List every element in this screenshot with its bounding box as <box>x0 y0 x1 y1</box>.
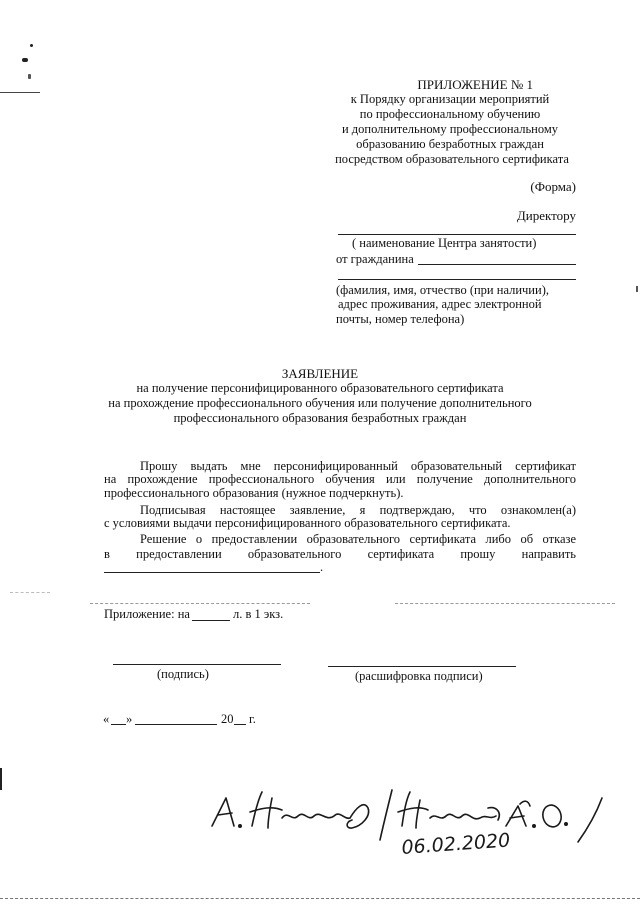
date-open-quote: « <box>103 712 110 726</box>
director-label: Директору <box>516 208 576 223</box>
body-paragraph-3-line: в предоставлении образовательного сертификата прошу направить <box>104 547 576 561</box>
address-hint: адрес проживания, адрес электронной <box>338 297 542 311</box>
center-name-hint: ( наименование Центра занятости) <box>352 236 537 250</box>
date-close-quote: » <box>126 712 133 726</box>
date-year-suffix: г. <box>249 712 256 726</box>
signature-label: (подпись) <box>157 667 209 681</box>
attachment-prefix: Приложение: на <box>104 607 190 621</box>
appendix-line: к Порядку организации мероприятий <box>350 92 550 106</box>
statement-subtitle-line: на получение персонифицированного образовательного сертификата <box>136 381 504 395</box>
appendix-line: по профессиональному обучению <box>359 107 541 121</box>
signature-decoding-label: (расшифровка подписи) <box>355 669 483 683</box>
body-paragraph-3-line: Решение о предоставлении образовательного сертификата либо об отказе <box>140 532 576 546</box>
contacts-hint: почты, номер телефона) <box>336 312 465 326</box>
body-paragraph-1-line: на прохождение профессионального обучения или получение дополнительного <box>104 472 576 486</box>
body-paragraph-1-line: профессионального образования (нужное подчеркнуть). <box>104 486 404 500</box>
appendix-line: образованию безработных граждан <box>356 137 544 151</box>
statement-subtitle-line: профессионального образования безработных граждан <box>173 411 467 425</box>
decision-delivery-end: . <box>320 560 324 574</box>
form-label: (Форма) <box>530 179 576 194</box>
date-year-prefix: 20 <box>221 712 234 726</box>
attachment-suffix: л. в 1 экз. <box>233 607 284 621</box>
scan-line <box>0 898 640 899</box>
statement-subtitle-line: на прохождение профессионального обучения или получение дополнительного <box>108 396 532 410</box>
body-paragraph-1-line: Прошу выдать мне персонифицированный образовательный сертификат <box>140 459 576 473</box>
handwritten-date: 06.02.2020 <box>400 829 511 859</box>
body-paragraph-2-line: Подписывая настоящее заявление, я подтверждаю, что ознакомлен(а) <box>140 503 576 517</box>
appendix-title: ПРИЛОЖЕНИЕ № 1 <box>417 77 533 92</box>
body-paragraph-2-line: с условиями выдачи персонифицированного образовательного сертификата. <box>104 516 511 530</box>
appendix-line: и дополнительному профессиональному <box>341 122 559 136</box>
fio-hint: (фамилия, имя, отчество (при наличии), <box>336 283 549 297</box>
appendix-line: посредством образовательного сертификата <box>335 152 569 166</box>
statement-title: ЗАЯВЛЕНИЕ <box>281 366 359 381</box>
from-citizen-label: от гражданина <box>336 252 414 266</box>
